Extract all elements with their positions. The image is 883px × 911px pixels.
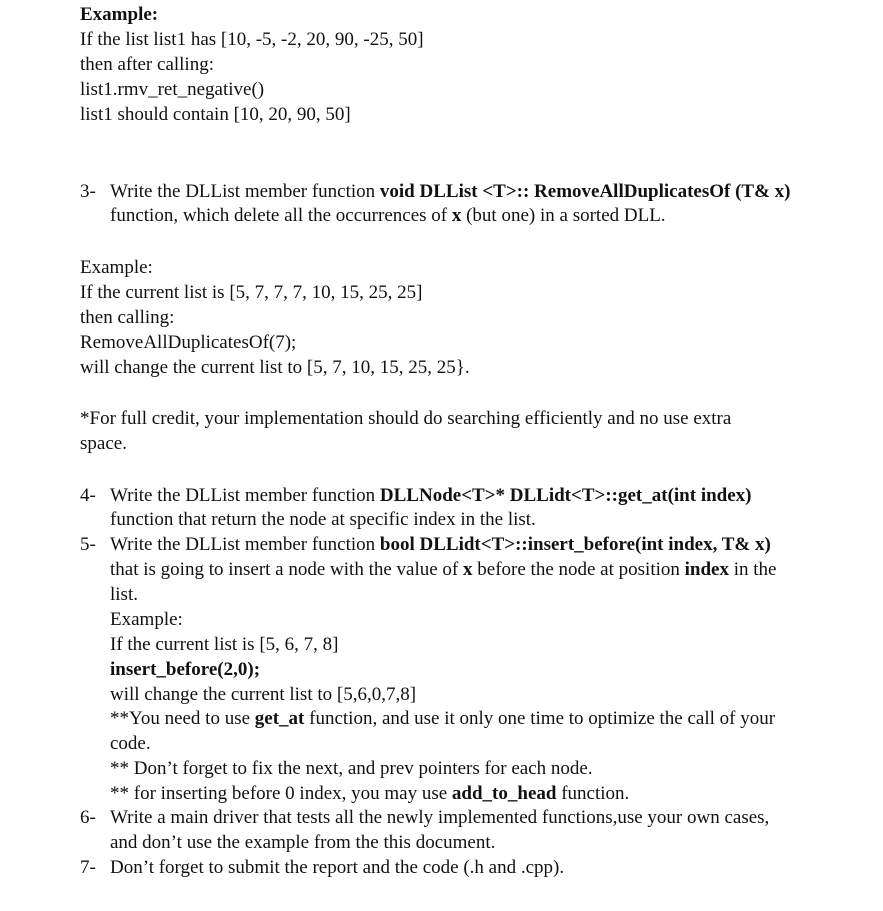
example-heading: Example: bbox=[80, 257, 153, 278]
question-3-line-2: function, which delete all the occurrences of x (but one) in a sorted DLL. bbox=[110, 205, 666, 226]
question-number: 5- bbox=[80, 534, 96, 555]
note-line: code. bbox=[110, 733, 151, 754]
function-signature: DLLNode<T>* DLLidt<T>::get_at(int index) bbox=[379, 485, 752, 506]
question-6-line-1: Write a main driver that tests all the newly implemented functions,use your own cases, bbox=[110, 807, 770, 828]
note-line: ** Don’t forget to fix the next, and prev pointers for each node. bbox=[110, 758, 593, 779]
question-4-line-1: Write the DLList member function DLLNode<T>* DLLidt<T>::get_at(int index) bbox=[110, 485, 752, 506]
example-line: then calling: bbox=[80, 307, 175, 328]
example-line: RemoveAllDuplicatesOf(7); bbox=[80, 332, 297, 353]
question-number: 3- bbox=[80, 181, 96, 202]
question-number: 4- bbox=[80, 485, 96, 506]
question-7-line-1: Don’t forget to submit the report and the code (.h and .cpp). bbox=[110, 857, 565, 878]
note-line: **You need to use get_at function, and use it only one time to optimize the call of your bbox=[110, 708, 776, 729]
example-line: then after calling: bbox=[80, 54, 214, 75]
example-line: will change the current list to [5, 7, 10, 15, 25, 25}. bbox=[80, 357, 470, 378]
note-line: ** for inserting before 0 index, you may use add_to_head function. bbox=[110, 783, 630, 804]
note-line: *For full credit, your implementation should do searching efficiently and no use extra bbox=[80, 408, 732, 429]
example-line: list1 should contain [10, 20, 90, 50] bbox=[80, 104, 351, 125]
example-line: will change the current list to [5,6,0,7,8] bbox=[110, 684, 417, 705]
question-number: 6- bbox=[80, 807, 96, 828]
function-signature: bool DLLidt<T>::insert_before(int index, T& x) bbox=[379, 534, 771, 555]
function-signature: void DLList <T>:: RemoveAllDuplicatesOf (T& x) bbox=[379, 181, 791, 202]
question-5-line-3: list. bbox=[110, 584, 138, 605]
example-heading: Example: bbox=[80, 4, 159, 25]
question-number: 7- bbox=[80, 857, 96, 878]
example-line: list1.rmv_ret_negative() bbox=[80, 79, 265, 100]
question-5-line-1: Write the DLList member function bool DLLidt<T>::insert_before(int index, T& x) bbox=[110, 534, 771, 555]
note-line: space. bbox=[80, 433, 127, 454]
example-line: If the list list1 has [10, -5, -2, 20, 90, -25, 50] bbox=[80, 29, 424, 50]
question-4-line-2: function that return the node at specific index in the list. bbox=[110, 509, 536, 530]
example-line: If the current list is [5, 6, 7, 8] bbox=[110, 634, 339, 655]
question-3-line-1: Write the DLList member function void DLList <T>:: RemoveAllDuplicatesOf (T& x) bbox=[110, 181, 791, 202]
example-line: If the current list is [5, 7, 7, 7, 10, 15, 25, 25] bbox=[80, 282, 423, 303]
question-5-line-2: that is going to insert a node with the value of x before the node at position index in the bbox=[110, 559, 777, 580]
example-heading: Example: bbox=[110, 609, 183, 630]
question-6-line-2: and don’t use the example from the this document. bbox=[110, 832, 496, 853]
example-line: insert_before(2,0); bbox=[110, 659, 261, 680]
